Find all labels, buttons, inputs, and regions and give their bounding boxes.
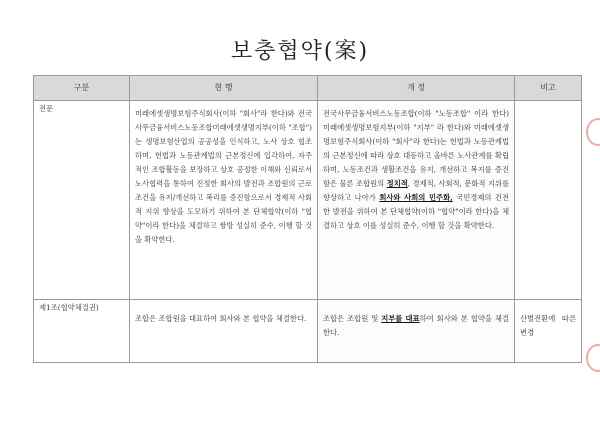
text-segment: 국민경제의 건전한 발전을 위하여 본 단체협약(이하 "협약"이라 한다)을 체결하고 상호 이를 성실히 준수, 이행 할 것을 확약한다. [323,193,510,230]
header-current: 현 행 [130,76,318,101]
header-category: 구분 [34,76,130,101]
revised-text [318,101,515,300]
table-header-row [34,76,582,101]
document-title: 보충협약(案) [230,39,370,64]
text-segment: 전국사무금융서비스노동조합(이하 "노동조합" 이라 한다)미래에셋생명보험지부(이하 "지부" 라 한다)와 미래에셋생명보험주식회사(이하 "회사"라 한다)는 헌법과 노동관계법의 근본정신에 따라 상호 대등하고 올바른 노사관계를 확립하며, 노동조건과 생활조건을 유지, 개선하고 복지를 증진함은 물론 조합원의 [323,109,509,188]
emphasized-text: 지부를 대표 [381,314,420,323]
current-text [130,300,318,363]
text-segment: , 경제적, 사회적, 문화적 지위를 향상하고 나아가 [323,179,509,202]
emphasized-text: 정치적 [386,179,408,188]
emphasized-text: 회사와 사회의 민주화, [379,193,453,202]
text-segment: 조합은 조합원을 대표하여 회사와 본 협약을 체결한다. [135,314,307,323]
text-segment: 미래에셋생명보험주식회사(이하 "회사"라 한다)와 전국사무금융서비스노동조합미래에셋생명지부(이하 "조합")는 생명보험산업의 공공성을 인식하고, 노사 상호 협조하며, 헌법과 노동관계법의 근본정신에 입각하여, 자주적인 조합활동을 보장하고 상호 공정한 이해와 신뢰로서 노사협력을 통하여 진정한 회사의 발전과 조합원의 근로조건을 유지/개선하고 복리를 증진함으로서 경제적 사회적 지위 향상을 도모하기 위하여 본 단체협약(이하 "협약"이라 한다)을 체결하고 쌍방 성실히 준수, 이행 할 것을 확약한다. [135,109,312,244]
text-segment: 하여 회사와 본 협약을 체결한다. [323,314,509,337]
seal-stamp [586,118,600,146]
note-text: 산별전환에 따른 변경 [515,300,582,363]
table-row-preamble [34,101,582,300]
revised-text [318,300,515,363]
current-text [130,101,318,300]
row-category: 제1조(협약체결권) [34,300,130,363]
header-revised: 개 정 [318,76,515,101]
text-segment: 조합은 조합원 및 [323,314,382,323]
table-row-article-1 [34,300,582,363]
note-text [515,101,582,300]
seal-stamp [586,344,600,372]
row-category: 전문 [34,101,130,300]
agreement-table [33,75,582,363]
header-note: 비고 [515,76,582,101]
